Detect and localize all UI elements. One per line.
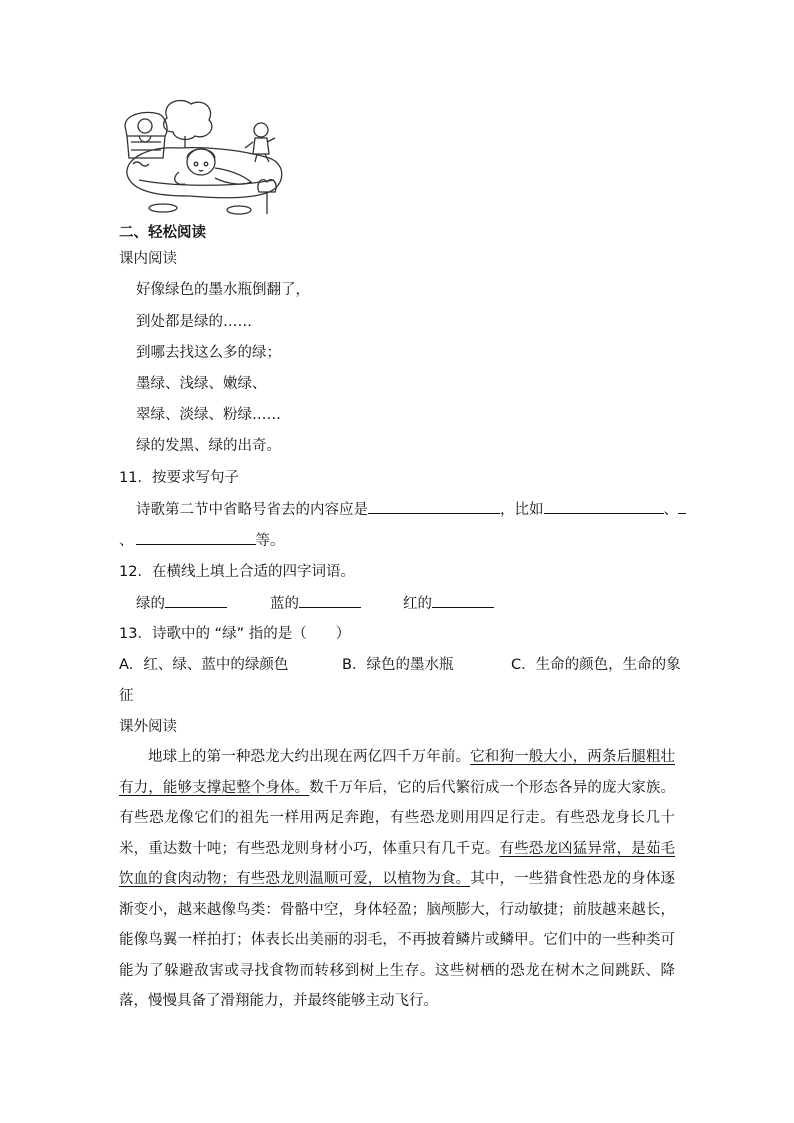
q12-label-red: 红的	[403, 596, 432, 612]
q13-option-a[interactable]: A．红、绿、蓝中的绿颜色	[119, 657, 289, 673]
q11-separator-1: 、	[663, 502, 678, 518]
q12-blank-blue[interactable]	[299, 593, 361, 608]
passage-sentence-3: 数千万年后，它的后代繁衍成一个形态各异的庞大家族。有些恐龙像它们的祖先一样用两足奔跑，有些恐龙则用四足行走。有些恐龙身长几十米，重达数十吨；有些恐龙则身材小巧，体重只有几千克。	[119, 779, 676, 857]
q13-option-b[interactable]: B．绿色的墨水瓶	[342, 657, 454, 673]
q13-option-c[interactable]: C．生命的颜色，生命的象	[511, 657, 681, 673]
q11-separator-2: 、	[119, 533, 134, 549]
q11-answer-blank-3[interactable]	[678, 499, 686, 514]
q12-blank-red[interactable]	[432, 593, 494, 608]
children-lotus-illustration	[119, 96, 289, 218]
q12-blank-green[interactable]	[165, 593, 227, 608]
poem-line-6: 绿的发黑、绿的出奇。	[136, 438, 281, 454]
question-12-title: 12．在横线上填上合适的四字词语。	[119, 564, 355, 580]
passage-underlined-2: 有些恐龙凶猛异常，是茹毛饮血的食肉动物；有些恐龙则温顺可爱，以植物为食。	[119, 840, 676, 887]
poem-line-3: 到哪去找这么多的绿；	[136, 345, 281, 361]
q11-prompt: 诗歌第二节中省略号省去的内容应是	[136, 502, 368, 518]
question-11-title: 11．按要求写句子	[119, 470, 239, 486]
q11-answer-blank-4[interactable]	[136, 530, 256, 545]
passage-sentence-5: 其中，一些猎食性恐龙的身体逐渐变小，越来越像鸟类：骨骼中空，身体轻盈；脑颅膨大，行动敏捷；前肢越来越长，能像鸟翼一样拍打；体表长出美丽的羽毛，不再披着鳞片或鳞甲。它们中的一些种类可能为了躲避敌害或寻找食物而转移到树上生存。这些树栖的恐龙在树木之间跳跃、降落，慢慢具备了滑翔能力，并最终能够主动飞行。	[119, 871, 676, 1009]
q11-example-label: ，比如	[500, 502, 544, 518]
q12-item-blue	[270, 593, 361, 614]
q11-end: 等。	[255, 533, 285, 549]
q11-answer-blank-1[interactable]	[368, 499, 500, 514]
q12-label-green: 绿的	[136, 596, 165, 612]
q12-item-green	[136, 593, 227, 614]
question-11-body	[136, 499, 686, 520]
question-11-body-cont	[119, 530, 285, 551]
passage-underlined-1: 它和狗一般大小，两条后腿粗壮有力，能够支撑起整个身体。	[119, 749, 676, 796]
section-title: 二、轻松阅读	[119, 225, 206, 241]
question-13-title: 13．诗歌中的 “绿” 指的是（ ）	[119, 626, 351, 642]
dinosaur-passage	[119, 742, 675, 1017]
out-class-reading-label: 课外阅读	[119, 719, 177, 735]
poem-line-1: 好像绿色的墨水瓶倒翻了，	[136, 282, 310, 298]
q12-item-red	[403, 593, 494, 614]
q12-label-blue: 蓝的	[270, 596, 299, 612]
passage-sentence-1: 地球上的第一种恐龙大约出现在两亿四千万年前。	[148, 749, 471, 765]
poem-line-2: 到处都是绿的……	[136, 314, 252, 330]
q13-option-c-cont: 征	[119, 688, 134, 704]
q11-answer-blank-2[interactable]	[544, 499, 664, 514]
in-class-reading-label: 课内阅读	[119, 251, 177, 267]
poem-line-4: 墨绿、浅绿、嫩绿、	[136, 376, 267, 392]
poem-line-5: 翠绿、淡绿、粉绿……	[136, 407, 281, 423]
